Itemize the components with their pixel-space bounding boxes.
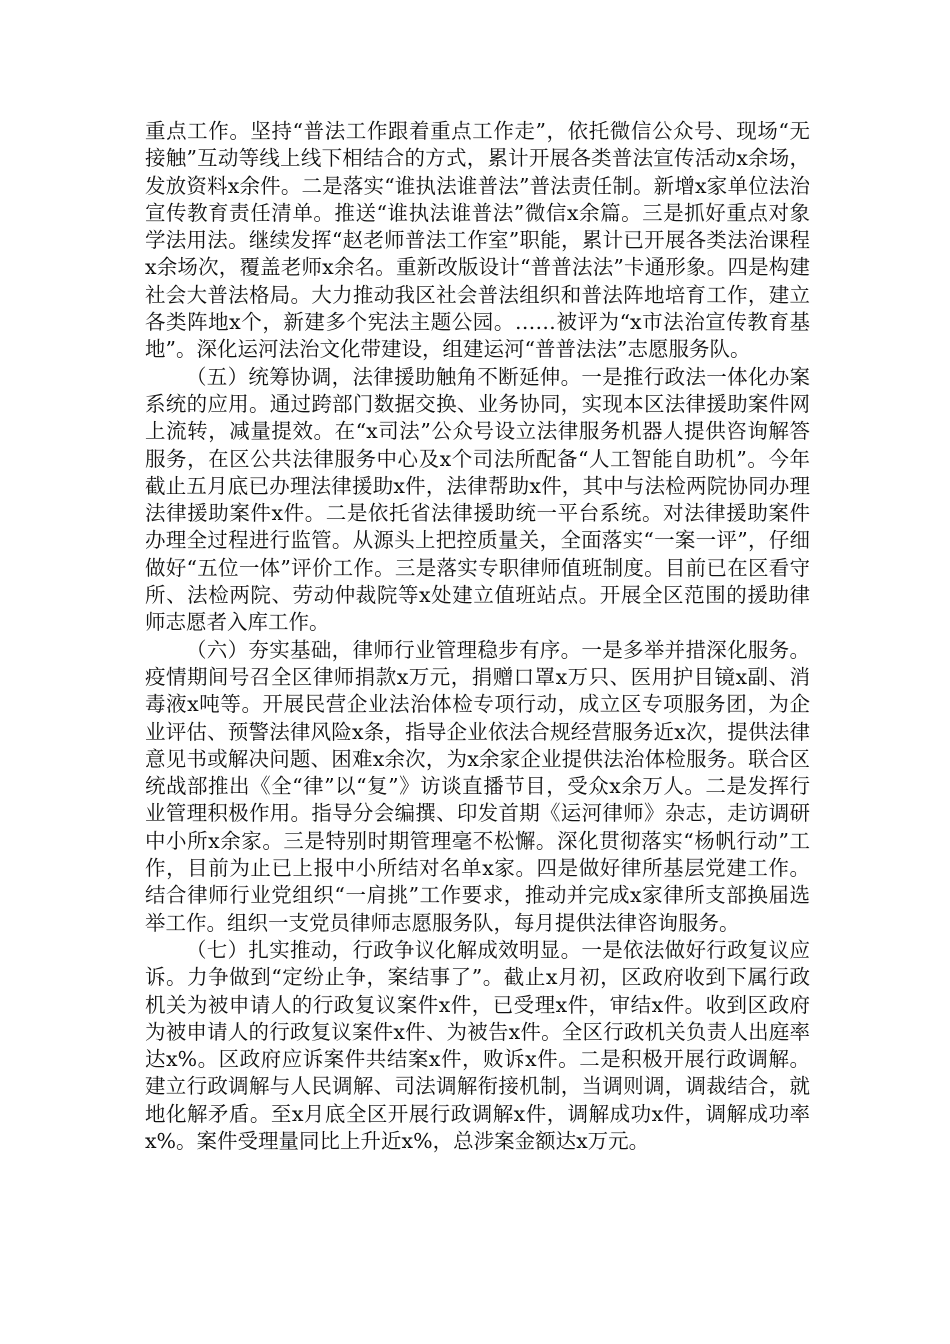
paragraph-section-seven: （七）扎实推动，行政争议化解成效明显。一是依法做好行政复议应诉。力争做到“定纷止争，案结事了”。截止x月初，区政府收到下属行政机关为被申请人的行政复议案件x件，已受理x件，审结x件。收到区政府为被申请人的行政复议案件x件、为被告x件。全区行政机关负责人出庭率达x%。区政府应诉案件共结案x件，败诉x件。二是积极开展行政调解。建立行政调解与人民调解、司法调解衔接机制，当调则调，调裁结合，就地化解矛盾。至x月底全区开展行政调解x件，调解成功x件，调解成功率x%。案件受理量同比上升近x%，总涉案金额达x万元。 xyxy=(145,937,810,1153)
paragraph-section-five: （五）统筹协调，法律援助触角不断延伸。一是推行政法一体化办案系统的应用。通过跨部门数据交换、业务协同，实现本区法律援助案件网上流转，减量提效。在“x司法”公众号设立法律服务机器人提供咨询解答服务，在区公共法律服务中心及x个司法所配备“人工智能自助机”。今年截止五月底已办理法律援助x件，法律帮助x件，其中与法检两院协同办理法律援助案件x件。二是依托省法律援助统一平台系统。对法律援助案件办理全过程进行监管。从源头上把控质量关，全面落实“一案一评”，仔细做好“五位一体”评价工作。三是落实专职律师值班制度。目前已在区看守所、法检两院、劳动仲裁院等x处建立值班站点。开展全区范围的援助律师志愿者入库工作。 xyxy=(145,364,810,635)
paragraph-section-six: （六）夯实基础，律师行业管理稳步有序。一是多举并措深化服务。疫情期间号召全区律师捐款x万元，捐赠口罩x万只、医用护目镜x副、消毒液x吨等。开展民营企业法治体检专项行动，成立区专项服务团，为企业评估、预警法律风险x条，指导企业依法合规经营服务近x次，提供法律意见书或解决问题、困难x余次，为x余家企业提供法治体检服务。联合区统战部推出《全“律”以“复”》访谈直播节目，受众x余万人。二是发挥行业管理积极作用。指导分会编撰、印发首期《运河律师》杂志，走访调研中小所x余家。三是特别时期管理毫不松懈。深化贯彻落实“杨帆行动”工作，目前为止已上报中小所结对名单x家。四是做好律所基层党建工作。结合律师行业党组织“一肩挑”工作要求，推动并完成x家律所支部换届选举工作。组织一支党员律师志愿服务队，每月提供法律咨询服务。 xyxy=(145,637,810,935)
document-body xyxy=(145,118,810,1155)
paragraph-continuation: 重点工作。坚持“普法工作跟着重点工作走”，依托微信公众号、现场“无接触”互动等线上线下相结合的方式，累计开展各类普法宣传活动x余场，发放资料x余件。二是落实“谁执法谁普法”普法责任制。新增x家单位法治宣传教育责任清单。推送“谁执法谁普法”微信x余篇。三是抓好重点对象学法用法。继续发挥“赵老师普法工作室”职能，累计已开展各类法治课程x余场次，覆盖老师x余名。重新改版设计“普普法法”卡通形象。四是构建社会大普法格局。大力推动我区社会普法组织和普法阵地培育工作，建立各类阵地x个，新建多个宪法主题公园。……被评为“x市法治宣传教育基地”。深化运河法治文化带建设，组建运河“普普法法”志愿服务队。 xyxy=(145,119,810,362)
